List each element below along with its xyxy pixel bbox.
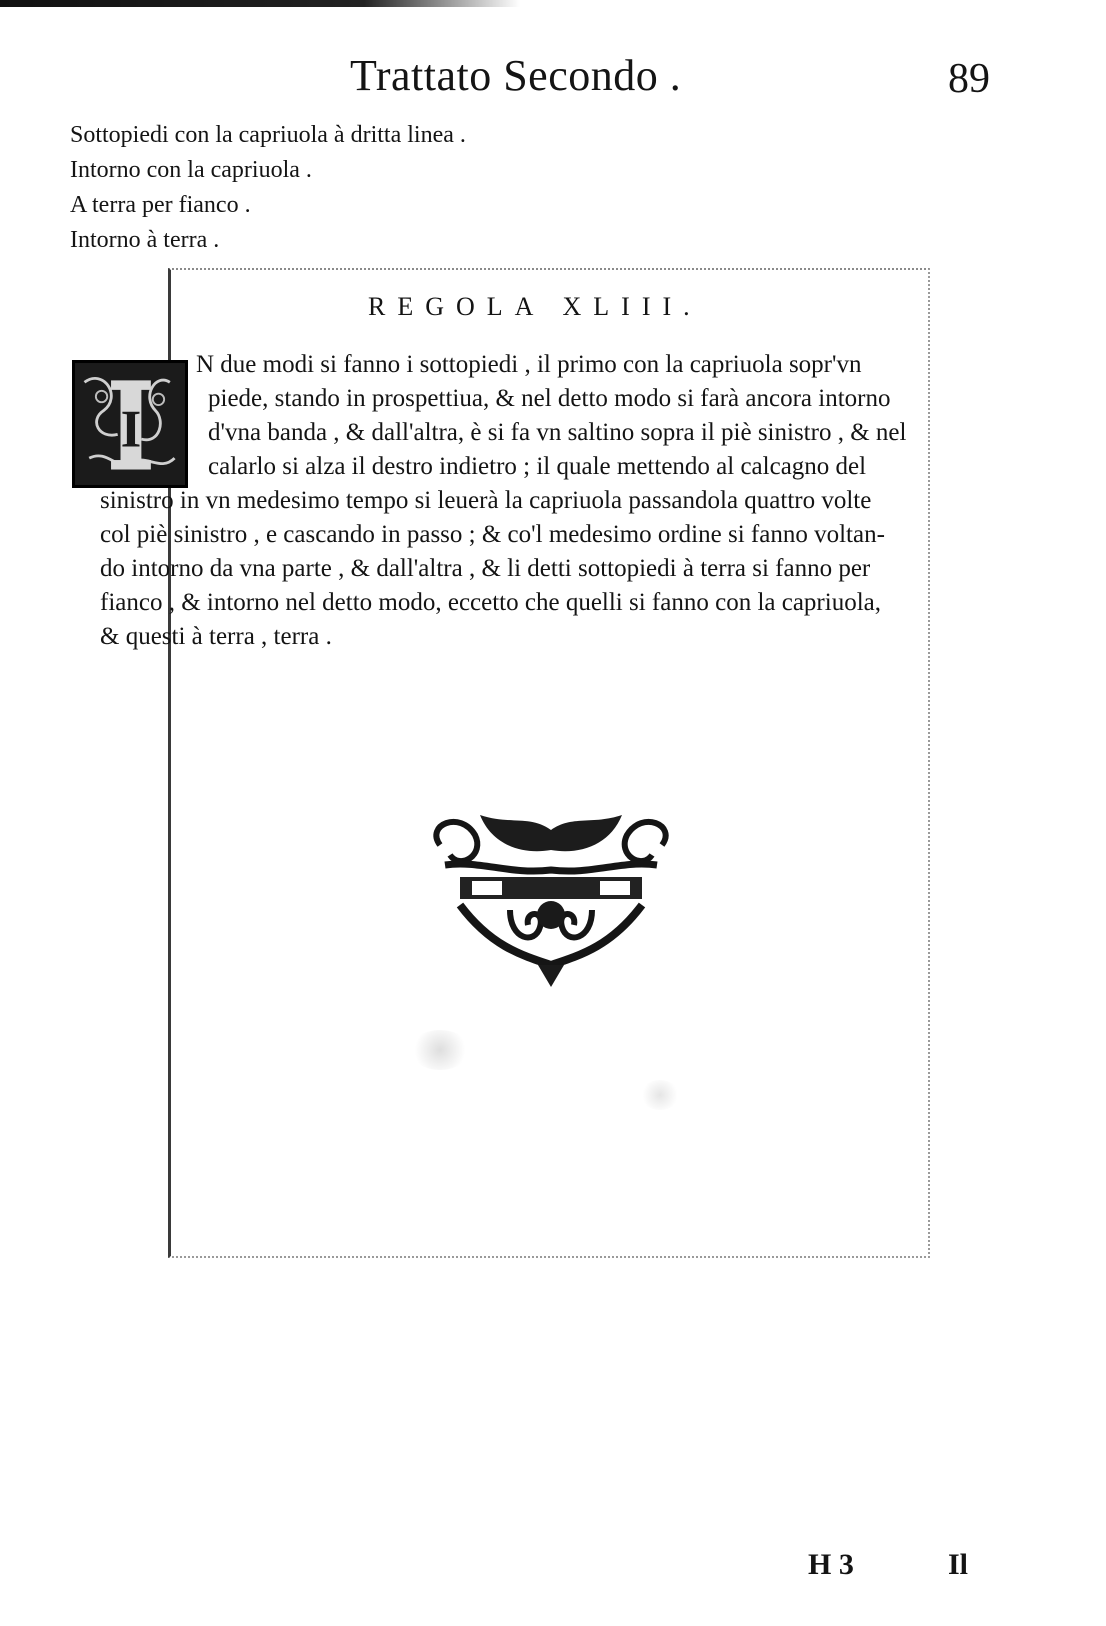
list-item: A terra per fianco . bbox=[70, 192, 251, 218]
paper-blotch bbox=[640, 1080, 680, 1110]
ornament-icon bbox=[420, 815, 682, 990]
list-item: Intorno à terra . bbox=[70, 227, 220, 253]
running-title: Trattato Secondo . bbox=[350, 51, 682, 100]
figure-list bbox=[70, 118, 466, 258]
svg-text:I: I bbox=[120, 400, 142, 459]
page-number: 89 bbox=[948, 56, 990, 102]
rule-frame bbox=[168, 268, 930, 1258]
paragraph-line: & questi à terra , terra . bbox=[100, 623, 332, 650]
paragraph-line: col piè sinistro , e cascando in passo ; & co'l medesimo ordine si fanno voltan- bbox=[100, 521, 885, 548]
top-edge-scan-shadow bbox=[0, 0, 520, 7]
paragraph-line: fianco , & intorno nel detto modo, eccetto che quelli si fanno con la capriuola, bbox=[100, 589, 881, 616]
rule-heading: REGOLA XLIII. bbox=[368, 292, 702, 321]
paragraph-line: N due modi si fanno i sottopiedi , il primo con la capriuola sopr'vn bbox=[196, 351, 862, 378]
floral-initial-icon bbox=[75, 363, 185, 485]
signature-mark: H 3 bbox=[808, 1548, 854, 1581]
list-item: Sottopiedi con la capriuola à dritta linea . bbox=[70, 122, 466, 148]
paragraph-line: piede, stando in prospettiua, & nel detto modo si farà ancora intorno bbox=[208, 385, 891, 412]
decorated-initial bbox=[72, 360, 188, 488]
tailpiece-ornament bbox=[420, 815, 682, 990]
paragraph-line: do intorno da vna parte , & dall'altra , & li detti sottopiedi à terra si fanno per bbox=[100, 555, 871, 582]
paragraph-line: d'vna banda , & dall'altra, è si fa vn saltino sopra il piè sinistro , & nel bbox=[208, 419, 907, 446]
catchword: Il bbox=[948, 1548, 969, 1581]
paragraph-line: calarlo si alza il destro indietro ; il quale mettendo al calcagno del bbox=[208, 453, 867, 480]
paragraph-line: sinistro in vn medesimo tempo si leuerà la capriuola passandola quattro volte bbox=[100, 487, 872, 514]
paper-blotch bbox=[410, 1030, 470, 1070]
list-item: Intorno con la capriuola . bbox=[70, 157, 312, 183]
